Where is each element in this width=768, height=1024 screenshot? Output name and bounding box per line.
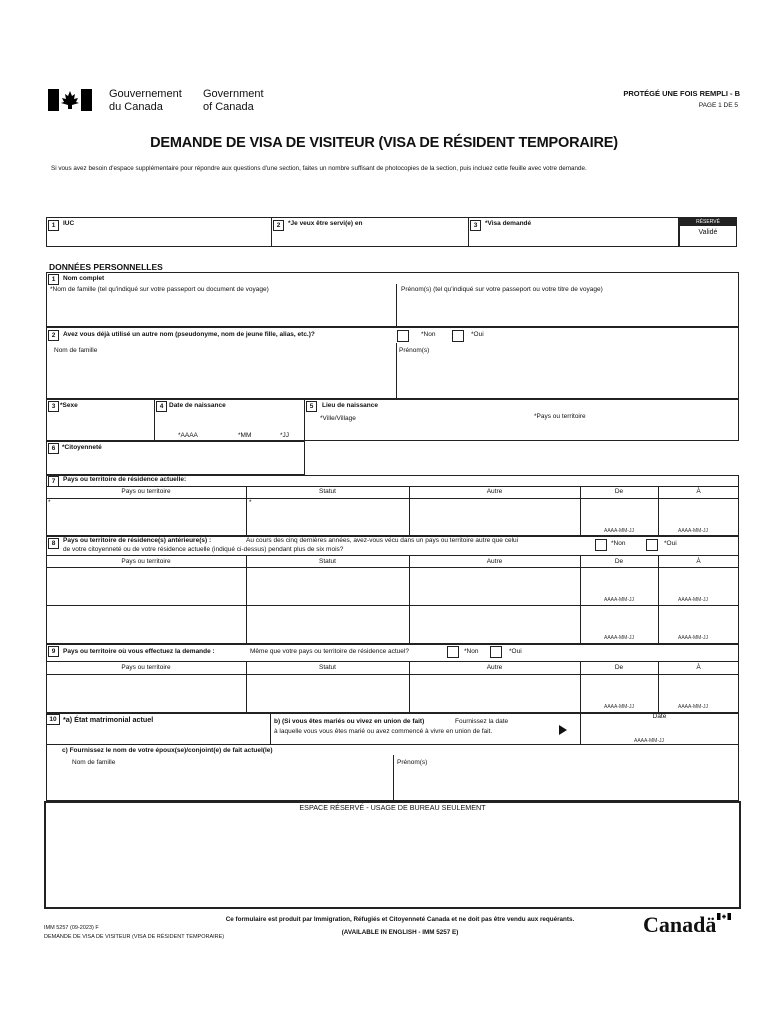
field-number: 3 xyxy=(48,401,59,412)
q1-family-label: *Nom de famille (tel qu'indiqué sur votre passeport ou document de voyage) xyxy=(50,286,269,293)
date-hint: AAAA-MM-JJ xyxy=(604,704,634,710)
birth-country-select[interactable] xyxy=(534,424,734,438)
q4-title: Date de naissance xyxy=(169,402,226,409)
field-number: 8 xyxy=(48,538,59,549)
field-number: 10 xyxy=(46,714,60,725)
q1-title: Nom complet xyxy=(63,275,105,282)
th-from: De xyxy=(614,664,624,671)
q7-from-date-input[interactable] xyxy=(584,505,654,527)
th-country: Pays ou territoire xyxy=(121,558,171,565)
q8-no-checkbox[interactable] xyxy=(595,539,607,551)
q8-yes-label: *Oui xyxy=(664,540,677,547)
date-hint: AAAA-MM-JJ xyxy=(678,597,708,603)
q10b-date-label: Date xyxy=(652,713,667,720)
available-english: (AVAILABLE IN ENGLISH - IMM 5257 E) xyxy=(341,929,459,936)
service-label: *Je veux être servi(e) en xyxy=(288,220,363,227)
q6-title: *Citoyenneté xyxy=(62,444,102,451)
q7-title: Pays ou territoire de résidence actuelle: xyxy=(63,476,187,483)
q10c-given-label: Prénom(s) xyxy=(397,759,428,766)
q8-text2: de votre citoyenneté ou de votre résidence actuelle (indiqué ci-dessus) pendant plus de six mois? xyxy=(63,546,344,553)
service-language-select[interactable] xyxy=(286,231,464,245)
q10b-text1: Fournissez la date xyxy=(455,718,509,725)
q5-title: Lieu de naissance xyxy=(322,402,378,409)
q8-row1-country-select[interactable] xyxy=(50,571,242,601)
gov-en-line2: of Canada xyxy=(203,101,254,113)
canada-wordmark: Canadä xyxy=(643,912,717,937)
th-status: Statut xyxy=(319,558,336,565)
q7-to-date-input[interactable] xyxy=(662,505,735,527)
other-given-name-input[interactable] xyxy=(400,358,734,394)
th-other: Autre xyxy=(486,558,503,565)
q9-title: Pays ou territoire où vous effectuez la demande : xyxy=(63,648,215,655)
q5-city-label: *Ville/Village xyxy=(320,415,356,422)
birth-city-input[interactable] xyxy=(320,424,525,438)
spouse-given-name-input[interactable] xyxy=(397,770,734,797)
section-title: DONNÉES PERSONNELLES xyxy=(49,262,163,272)
field-number: 5 xyxy=(306,401,317,412)
q8-row1-status-select[interactable] xyxy=(250,571,405,601)
q10c-family-label: Nom de famille xyxy=(72,759,116,766)
q10b-text2: à laquelle vous vous êtes marié ou avez commencé à vivre en union de fait. xyxy=(274,728,493,735)
form-name: DEMANDE DE VISA DE VISITEUR (VISA DE RÉSIDENT TEMPORAIRE) xyxy=(44,934,225,940)
field-number: 2 xyxy=(48,330,59,341)
field-number: 3 xyxy=(470,220,481,231)
q8-no-label: *Non xyxy=(611,540,626,547)
th-to: À xyxy=(696,488,701,495)
office-use-title: ESPACE RÉSERVÉ - USAGE DE BUREAU SEULEMENT xyxy=(299,803,486,812)
th-other: Autre xyxy=(486,664,503,671)
required-star: * xyxy=(249,499,252,506)
gov-fr-line1: Gouvernement xyxy=(109,88,182,100)
gov-fr-line2: du Canada xyxy=(109,101,163,113)
field-number: 7 xyxy=(48,476,59,487)
spouse-family-name-input[interactable] xyxy=(50,770,388,797)
th-country: Pays ou territoire xyxy=(121,664,171,671)
uci-input[interactable] xyxy=(60,231,265,245)
q10b-bold: b) (Si vous êtes mariés ou vivez en union de fait) xyxy=(274,718,425,725)
page-number: PAGE 1 DE 5 xyxy=(698,102,738,109)
date-hint: AAAA-MM-JJ xyxy=(634,738,664,744)
q9-no-label: *Non xyxy=(464,648,479,655)
q8-row2-from-input[interactable] xyxy=(584,609,654,633)
q9-to-input[interactable] xyxy=(662,678,735,702)
date-hint: AAAA-MM-JJ xyxy=(604,528,634,534)
q9-other-input[interactable] xyxy=(413,678,576,709)
q9-country-select[interactable] xyxy=(50,678,242,709)
q9-no-checkbox[interactable] xyxy=(447,646,459,658)
q8-title: Pays ou territoire de résidence(s) antérieure(s) : xyxy=(63,537,212,544)
field-number: 9 xyxy=(48,646,59,657)
q8-row2-status-select[interactable] xyxy=(250,609,405,640)
uci-label: IUC xyxy=(63,220,75,227)
date-hint: AAAA-MM-JJ xyxy=(678,635,708,641)
q9-from-input[interactable] xyxy=(584,678,654,702)
other-family-name-input[interactable] xyxy=(50,358,390,394)
th-to: À xyxy=(696,558,701,565)
canada-flag-icon xyxy=(48,89,92,111)
family-name-input[interactable] xyxy=(50,297,390,323)
th-status: Statut xyxy=(319,488,336,495)
visa-label: *Visa demandé xyxy=(485,220,532,227)
wordmark-flag-icon xyxy=(717,913,731,920)
q10a-title: *a) État matrimonial actuel xyxy=(63,715,154,724)
q2-given-label: Prénom(s) xyxy=(399,347,430,354)
q4-yyyy: *AAAA xyxy=(178,432,198,439)
q8-row1-other-input[interactable] xyxy=(413,571,576,601)
th-to: À xyxy=(696,664,701,671)
date-hint: AAAA-MM-JJ xyxy=(604,635,634,641)
q2-family-label: Nom de famille xyxy=(54,347,98,354)
field-number: 2 xyxy=(273,220,284,231)
citizenship-select[interactable] xyxy=(50,456,300,472)
marriage-date-input[interactable] xyxy=(584,723,734,737)
q2-title: Avez vous déjà utilisé un autre nom (pseudonyme, nom de jeune fille, alias, etc.)? xyxy=(63,331,315,338)
q9-text: Même que votre pays ou territoire de résidence actuel? xyxy=(250,648,409,655)
form-id: IMM 5257 (09-2023) F xyxy=(44,925,99,931)
field-number: 1 xyxy=(48,220,59,231)
th-from: De xyxy=(614,558,624,565)
th-from: De xyxy=(614,488,624,495)
q3-title: *Sexe xyxy=(60,402,78,409)
visa-type-select[interactable] xyxy=(483,231,673,245)
q8-row1-from-input[interactable] xyxy=(584,571,654,595)
q9-yes-label: *Oui xyxy=(509,648,522,655)
q8-row1-to-input[interactable] xyxy=(662,571,735,595)
q8-row2-other-input[interactable] xyxy=(413,609,576,640)
produced-by: Ce formulaire est produit par Immigration, Réfugiés et Citoyenneté Canada et ne doit pas être vendu aux requérants. xyxy=(225,916,575,923)
q7-status-select[interactable] xyxy=(250,505,405,533)
q7-country-select[interactable] xyxy=(50,505,242,533)
birth-date-input[interactable] xyxy=(158,414,300,430)
q8-row2-country-select[interactable] xyxy=(50,609,242,640)
date-hint: AAAA-MM-JJ xyxy=(678,528,708,534)
q9-yes-checkbox[interactable] xyxy=(490,646,502,658)
q8-row2-to-input[interactable] xyxy=(662,609,735,633)
q2-no-label: *Non xyxy=(421,331,436,338)
gov-en-line1: Government xyxy=(203,88,264,100)
th-status: Statut xyxy=(319,664,336,671)
given-name-input[interactable] xyxy=(400,297,734,323)
arrow-right-icon xyxy=(558,724,568,736)
q2-yes-label: *Oui xyxy=(471,331,484,338)
required-star: * xyxy=(48,499,51,506)
q10c-title: c) Fournissez le nom de votre époux(se)/conjoint(e) de fait actuel(le) xyxy=(62,747,273,754)
q9-status-select[interactable] xyxy=(250,678,405,709)
q4-dd: *JJ xyxy=(280,432,290,439)
th-other: Autre xyxy=(486,488,503,495)
q4-mm: *MM xyxy=(238,432,252,439)
field-number: 4 xyxy=(156,401,167,412)
form-title: DEMANDE DE VISA DE VISITEUR (VISA DE RÉSIDENT TEMPORAIRE) xyxy=(150,135,618,151)
office-use-box xyxy=(44,801,741,909)
date-hint: AAAA-MM-JJ xyxy=(678,704,708,710)
sex-select[interactable] xyxy=(50,414,150,438)
intro-text: Si vous avez besoin d'espace supplémentaire pour répondre aux questions d'une section, faites un nombre suffisant de photocopies de la section, puis incluez cette feuille avec votre demande. xyxy=(51,165,587,172)
q7-other-input[interactable] xyxy=(413,505,576,533)
date-hint: AAAA-MM-JJ xyxy=(604,597,634,603)
validated-label: Validé xyxy=(698,229,718,236)
q1-given-label: Prénom(s) (tel qu'indiqué sur votre passeport ou votre titre de voyage) xyxy=(401,286,603,293)
q8-yes-checkbox[interactable] xyxy=(646,539,658,551)
q2-no-checkbox[interactable] xyxy=(397,330,409,342)
field-number: 6 xyxy=(48,443,59,454)
q5-country-label: *Pays ou territoire xyxy=(534,413,586,420)
marital-status-select[interactable] xyxy=(50,727,266,741)
q2-yes-checkbox[interactable] xyxy=(452,330,464,342)
q8-text1: Au cours des cinq dernières années, avez-vous vécu dans un pays ou territoire autre que celui xyxy=(246,537,519,544)
reserved-label: RÉSERVÉ xyxy=(696,219,720,225)
protected-label: PROTÉGÉ UNE FOIS REMPLI - B xyxy=(623,89,740,98)
th-country: Pays ou territoire xyxy=(121,488,171,495)
field-number: 1 xyxy=(48,274,59,285)
